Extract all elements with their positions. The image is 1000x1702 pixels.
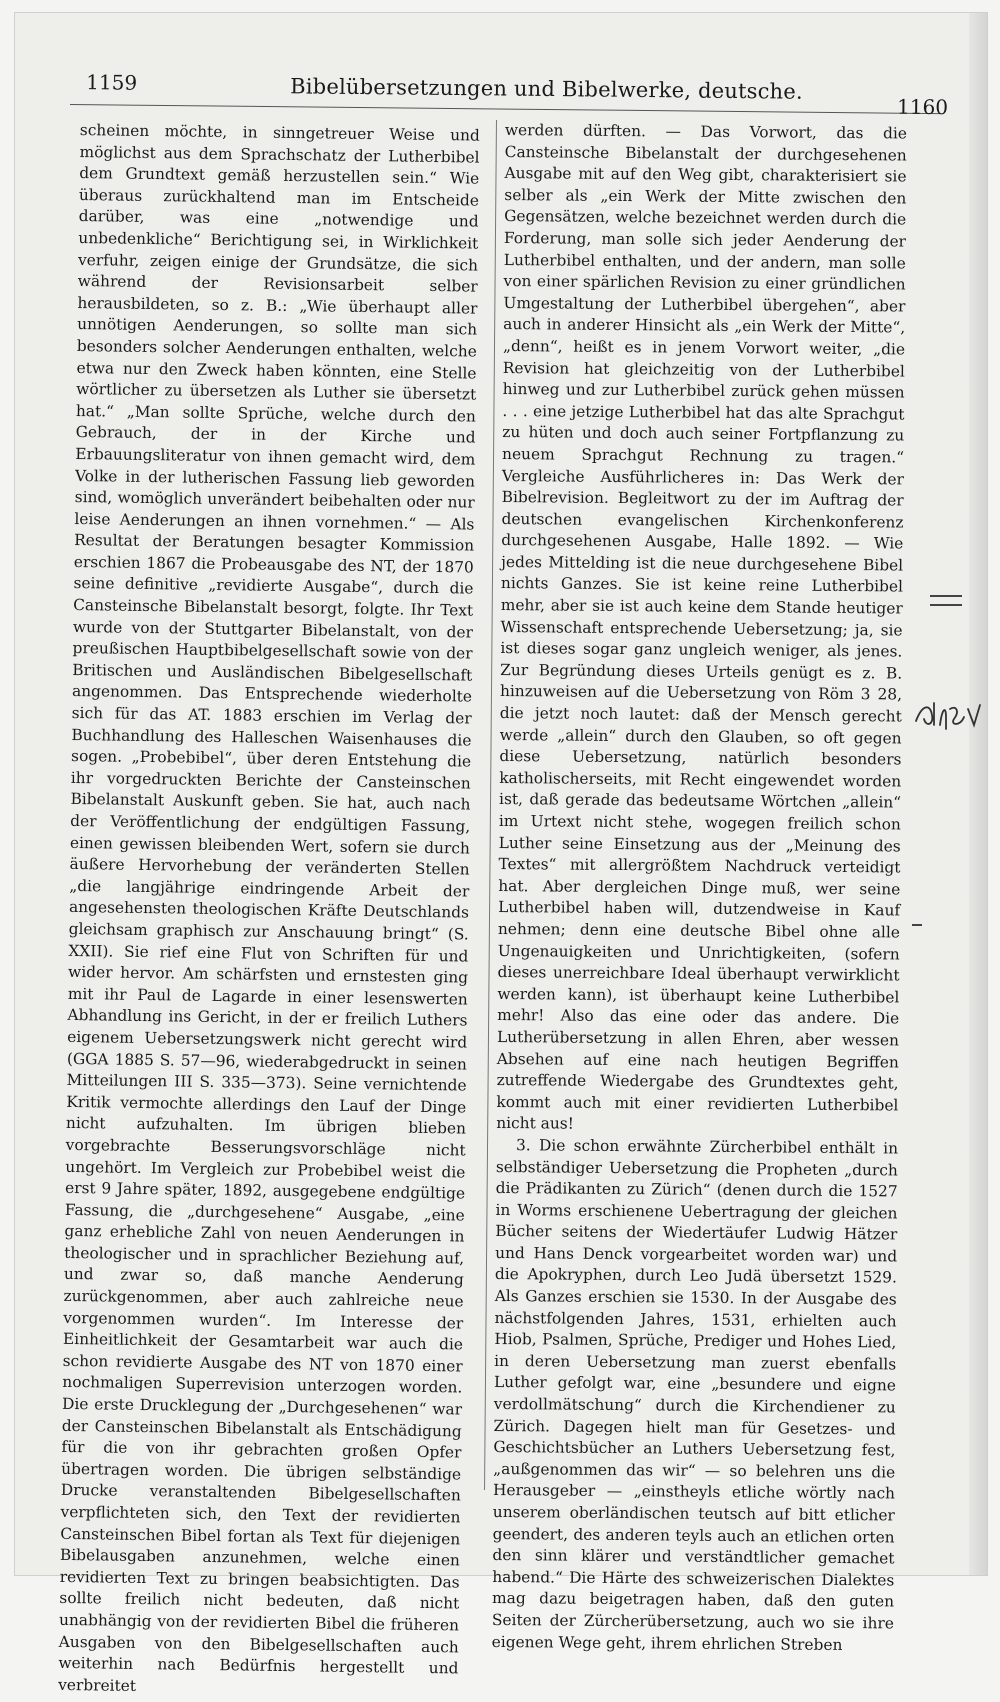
running-title: Bibelübersetzungen und Bibelwerke, deutsche. [290,74,803,104]
right-column-paragraph: werden dürften. — Das Vorwort, das die Cansteinsche Bibelanstalt der durchgesehenen Ausgabe mit auf den Weg gibt, charakterisiert sie selber als „ein Werk der Mitte zwischen den Gegensätzen, welche bezeichnet werden durch die Forderung, man solle sich jeder Aenderung der Lutherbibel enthalten, und der andern, man solle von einer spärlichen Revision zu einer gründlichen Umgestaltung der Lutherbibel übergehen“, aber auch in anderer Hinsicht als „ein Werk der Mitte“, „denn“, heißt es in jenem Vorwort weiter, „die Revision hat gleichzeitig von der Lutherbibel hinweg und zur Lutherbibel zurück gehen müssen . . . eine jetzige Lutherbibel hat das alte Sprachgut zu hüten und doch auch seiner Fortpflanzung zu neuem Sprachgut Rechnung zu tragen.“ Vergleiche Ausführlicheres in: Das Werk der Bibelrevision. Begleitwort zu der im Auftrag der deutschen evangelischen Kirchenkonferenz durchgesehenen Ausgabe, Halle 1892. — Wie jedes Mittelding ist die neue durchgesehene Bibel nichts Ganzes. Sie ist keine reine Lutherbibel mehr, aber sie ist auch keine dem Stande heutiger Wissenschaft entsprechende Uebersetzung; ja, sie ist dieses sogar ganz ungleich weniger, als jenes. Zur Begründung dieses Urteils genügt es z. B. hinzuweisen auf die Uebersetzung von Röm 3 28, die jetzt noch lautet: daß der Mensch gerecht werde „allein“ durch den Glauben, so oft gegen diese Uebersetzung, natürlich besonders katholischerseits, mit Recht eingewendet worden ist, daß gerade das bedeutsame Wörtchen „allein“ im Urtext nicht stehe, wogegen freilich schon Luther seine Einsetzung aus der „Meinung des Textes“ mit allergrößtem Nachdruck verteidigt hat. Aber dergleichen Dinge muß, wer seine Lutherbibel haben will, dutzendweise in Kauf nehmen; denn eine deutsche Bibel ohne alle Ungenauigkeiten und Unrichtigkeiten, (sofern dieses unerreichbare Ideal überhaupt verwirklicht werden kann), ist überhaupt keine Lutherbibel mehr! Also das eine oder das andere. Die Lutherübersetzung in allen Ehren, aber wessen Absehen auf eine nach heutigen Begriffen zutreffende Wiedergabe des Grundtextes geht, kommt auch mit einer revidierten Lutherbibel nicht aus! [496,120,907,1133]
left-column-paragraph: scheinen möchte, in sinngetreuer Weise und möglichst aus dem Sprachschatz der Lutherbibel dem Grundtext gemäß herzustellen sein.“ Wie überaus zurückhaltend man im Entscheide darüber, was eine „notwendige und unbedenkliche“ Berichtigung sei, in Wirklichkeit verfuhr, zeigen einige der Grundsätze, die sich während der Revisionsarbeit selber herausbildeten, so z. B.: „Wie überhaupt aller unnötigen Aenderungen, so sollte man sich besonders solcher Aenderungen enthalten, welche etwa nur den Zweck haben könnten, eine Stelle wörtlicher zu übersetzen als Luther sie übersetzt hat.“ „Man sollte Sprüche, welche durch den Gebrauch, der in der Kirche und Erbauungsliteratur von ihnen gemacht wird, dem Volke in der lutherischen Fassung lieb geworden sind, womöglich unverändert beibehalten oder nur leise Aenderungen an ihnen vornehmen.“ — Als Resultat der Beratungen besagter Kommission erschien 1867 die Probeausgabe des NT, der 1870 seine definitive „revidierte Ausgabe“, durch die Cansteinsche Bibelanstalt besorgt, folgte. Ihr Text wurde von der Stuttgarter Bibelanstalt, von der preußischen Hauptbibelgesellschaft sowie von der Britischen und Ausländischen Bibelgesellschaft angenommen. Das Entsprechende wiederholte sich für das AT. 1883 erschien im Verlag der Buchhandlung des Halleschen Waisenhauses die sogen. „Probebibel“, über deren Entstehung die ihr vorgedruckten Berichte der Cansteinschen Bibelanstalt Auskunft geben. Sie hat, auch nach der Veröffentlichung der endgültigen Fassung, einen gewissen bleibenden Wert, sofern sie durch äußere Hervorhebung der veränderten Stellen „die langjährige eindringende Arbeit der angesehensten theologischen Kräfte Deutschlands gleichsam graphisch zur Anschauung bringt“ (S. XXII). Sie rief eine Flut von Schriften für und wider hervor. Am schärfsten und ernstesten ging mit ihr Paul de Lagarde in einer lesenswerten Abhandlung ins Gericht, in der er freilich Luthers eigenem Uebersetzungswerk nicht gerecht wird (GGA 1885 S. 57—96, wiederabgedruckt in seinen Mitteilungen III S. 335—373). Seine vernichtende Kritik vermochte allerdings den Lauf der Dinge nicht aufzuhalten. Im übrigen blieben vorgebrachte Besserungsvorschläge nicht ungehört. Im Vergleich zur Probebibel weist die erst 9 Jahre später, 1892, ausgegebene endgültige Fassung, die „durchgesehene“ Ausgabe, „eine ganz erhebliche Zahl von neuen Aenderungen in theologischer und in sprachlicher Beziehung auf, und zwar so, daß manche Aenderung zurückgenommen, aber auch zahlreiche neue vorgenommen wurden“. Im Interesse der Einheitlichkeit der Gesamtarbeit war auch die schon revidierte Ausgabe des NT von 1870 einer nochmaligen Superrevision unterzogen worden. Die erste Drucklegung der „Durchgesehenen“ war der Cansteinschen Bibelanstalt als Entschädigung für die von ihr gebrachten großen Opfer übertragen worden. Die übrigen selbständige Drucke veranstaltenden Bibelgesellschaften verpflichteten sich, den Text der revidierten Cansteinschen Bibel fortan als Text für diejenigen Bibelausgaben anzunehmen, welche einen revidierten Text zu bringen beabsichtigten. Das sollte freilich nicht bedeuten, daß nicht unabhängig von der revidierten Bibel die früheren Ausgaben von den Bibelgesellschaften auch weiterhin nach Bedürfnis hergestellt und verbreitet [58,120,480,1695]
left-column [58,120,480,1695]
margin-double-stroke [930,595,962,609]
page-number-right: 1160 [896,94,949,120]
margin-handwritten-note [912,695,982,735]
page-number-left: 1159 [86,70,138,95]
page-edge-shadow [969,13,987,1575]
margin-tick-mark [912,924,922,926]
right-column [491,120,907,1654]
right-column-paragraph-section-3: 3. Die schon erwähnte Zürcherbibel enthält in selbständiger Uebersetzung die Propheten „durch die Prädikanten zu Zürich“ (denen durch die 1527 in Worms erschienene Uebertragung der gleichen Bücher seitens der Wiedertäufer Ludwig Hätzer und Hans Denck vorgearbeitet worden war) und die Apokryphen, durch Leo Judä übersetzt 1529. Als Ganzes erschien sie 1530. In der Ausgabe des nächstfolgenden Jahres, 1531, erhielten auch Hiob, Psalmen, Sprüche, Prediger und Hohes Lied, in deren Uebersetzung man zuerst ebenfalls Luther gefolgt war, eine „besundere und eigne verdollmätschung“ durch die Kirchendiener zu Zürich. Dagegen hielt man für Gesetzes- und Geschichtsbücher an Luthers Uebersetzung fest, „außgenommen das wir“ — so belehren uns die Herausgeber — „einstheyls etliche wörtly nach unserem oberländischen teutsch auf bitt etlicher geendert, des anderen teyls auch an etlichen orten den sinn klärer und verständtlicher gemachet habend.“ Die Härte des schweizerischen Dialektes mag dazu beigetragen haben, daß den guten Seiten der Zürcherübersetzung, auch wo sie ihre eigenen Wege geht, ihrem ehrlichen Streben [491,1136,899,1654]
